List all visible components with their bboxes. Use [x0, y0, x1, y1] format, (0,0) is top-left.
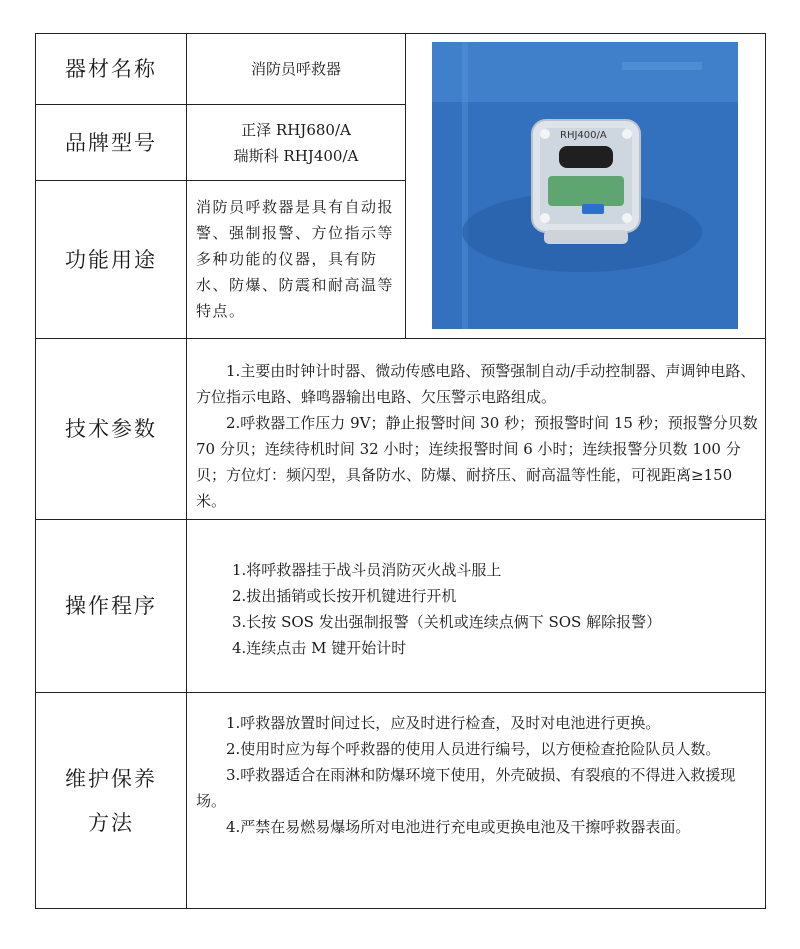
tech-paragraph-1: 1.主要由时钟计时器、微动传感电路、预警强制自动/手动控制器、声调钟电路、方位指示电路、蜂鸣器输出电路、欠压警示电路组成。 [196, 362, 756, 406]
label-brand-model: 品牌型号 [65, 130, 157, 155]
operation-step-3: 3.长按 SOS 发出强制报警（关机或连续点俩下 SOS 解除报警） [232, 613, 662, 631]
column-divider [405, 33, 406, 339]
label-maintenance-line2: 方法 [88, 810, 134, 835]
operation-step-4: 4.连续点击 M 键开始计时 [232, 639, 407, 657]
tech-paragraph-2: 2.呼救器工作压力 9V；静止报警时间 30 秒；预报警时间 15 秒；预报警分贝数 70 分贝；连续待机时间 32 小时；连续报警时间 6 小时；连续报警分贝数 100 分贝；方位灯：频闪型，具备防水、防爆、耐挤压、耐高温等性能，可视距离≥150 米。 [196, 414, 758, 510]
maintenance-paragraph-4: 4.严禁在易燃易爆场所对电池进行充电或更换电池及干擦呼救器表面。 [226, 818, 691, 836]
value-operation [196, 557, 758, 667]
device-photo-svg [432, 42, 738, 329]
brand-model-1: 正泽 RHJ680/A [241, 120, 351, 139]
operation-step-1: 1.将呼救器挂于战斗员消防灭火战斗服上 [232, 561, 502, 579]
value-maintenance [196, 710, 758, 905]
table-border-right [765, 33, 766, 909]
device-label: RHJ400/A [560, 130, 607, 141]
label-maintenance-line1: 维护保养 [65, 766, 157, 791]
label-equipment-name: 器材名称 [65, 57, 157, 81]
operation-step-2: 2.拔出插销或长按开机键进行开机 [232, 587, 457, 605]
brand-model-2: 瑞斯科 RHJ400/A [233, 146, 359, 165]
value-function: 消防员呼救器是具有自动报警、强制报警、方位指示等多种功能的仪器，具有防水、防爆、防震和耐高温等特点。 [196, 198, 395, 320]
label-tech-params: 技术参数 [65, 417, 157, 441]
value-tech-params [196, 358, 758, 516]
maintenance-paragraph-2: 2.使用时应为每个呼救器的使用人员进行编号，以方便检查抢险队员人数。 [226, 740, 721, 758]
value-equipment-name: 消防员呼救器 [250, 60, 341, 78]
alarm-device-icon [532, 120, 640, 244]
label-operation: 操作程序 [65, 594, 157, 618]
table-border-bottom [35, 908, 766, 909]
value-brand-model [187, 105, 405, 180]
label-function: 功能用途 [65, 247, 157, 272]
device-photo [432, 42, 738, 329]
label-maintenance [36, 693, 186, 908]
maintenance-paragraph-1: 1.呼救器放置时间过长，应及时进行检查，及时对电池进行更换。 [226, 714, 661, 732]
maintenance-paragraph-3: 3.呼救器适合在雨淋和防爆环境下使用，外壳破损、有裂痕的不得进入救援现场。 [196, 766, 736, 810]
